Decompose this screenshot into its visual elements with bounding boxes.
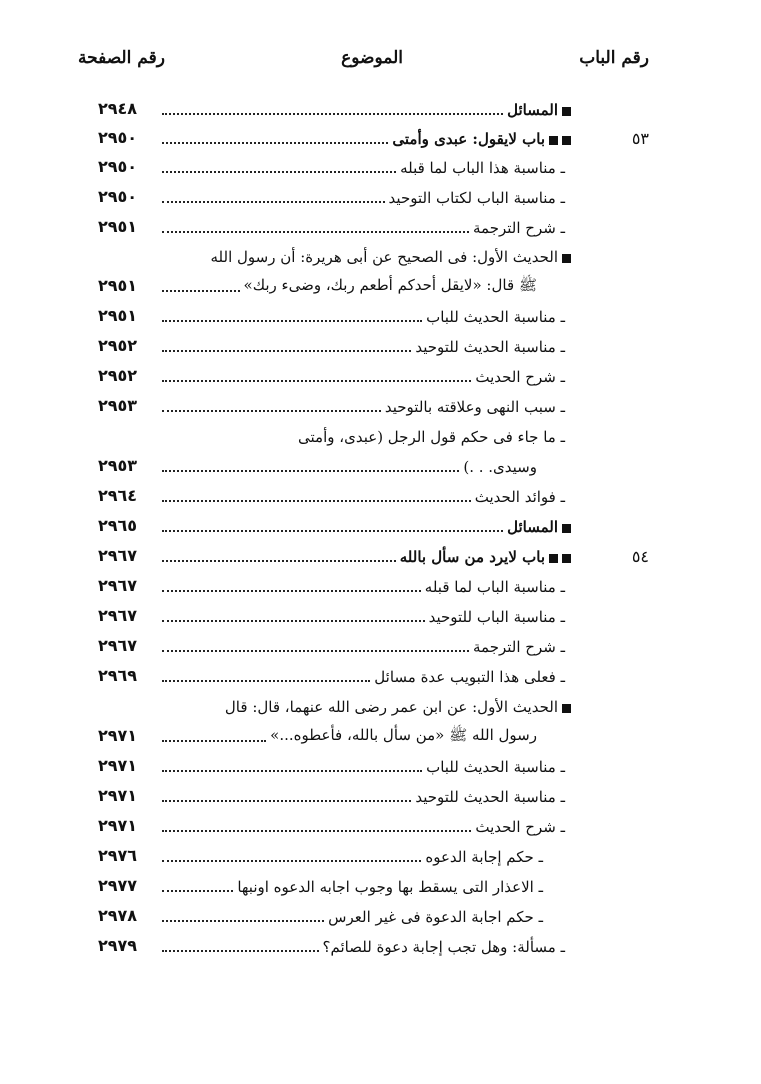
toc-page-number: ٢٩٦٧ [98,546,138,565]
toc-entry: ـ مناسبة الباب للتوحيد [425,608,565,626]
toc-row [0,423,761,451]
square-bullet-icon [562,554,571,563]
toc-page-number: ٢٩٦٧ [98,606,138,625]
toc-page-number: ٢٩٦٤ [98,486,138,505]
toc-page-number: ٢٩٥١ [98,306,138,325]
toc-entry: ـ مناسبة الباب لما قبله [421,578,565,596]
chapter-number: ٥٤ [631,547,649,566]
toc-entry: ـ فعلى هذا التبويب عدة مسائل [370,668,565,686]
toc-entry: رسول الله ﷺ «من سأل بالله، فأعطوه...» [266,726,537,748]
toc-entry: ـ مناسبة الحديث للتوحيد [411,338,565,356]
toc-row [0,483,761,511]
chapter-number: ٥٣ [631,129,649,148]
toc-page-number: ٢٩٥٢ [98,336,138,355]
toc-entry: باب لايرد من سأل بالله [396,548,571,566]
toc-row-hadith [0,243,761,271]
toc-entry: ـ مناسبة الحديث للباب [422,308,565,326]
square-bullet-icon [562,107,571,116]
toc-entry: ـ مسألة: وهل تجب إجابة دعوة للصائم؟ [319,938,565,956]
toc-row [0,573,761,601]
square-bullet-icon [549,136,558,145]
square-bullet-icon [549,554,558,563]
toc-page-number: ٢٩٧١ [98,756,138,775]
toc-row [0,214,761,242]
toc-row [0,303,761,331]
toc-entry: ـ شرح الترجمة [469,638,565,656]
toc-row-chapter [0,125,761,153]
toc-entry: ـ فوائد الحديث [471,488,565,506]
toc-row-chapter [0,543,761,571]
toc-entry: ـ شرح الحديث [471,368,565,386]
toc-entry: المسائل [503,101,571,119]
toc-row [0,813,761,841]
toc-row [0,363,761,391]
header-page-number: رقم الصفحة [78,48,165,68]
toc-entry: باب لايقول: عبدى وأمتى [388,130,571,148]
toc-page-number: ٢٩٧١ [98,726,138,745]
toc-page-number: ٢٩٥٠ [98,128,138,147]
toc-entry: المسائل [503,518,571,536]
toc-row [0,96,761,124]
toc-page-number: ٢٩٥١ [98,276,138,295]
toc-page-number: ٢٩٧١ [98,816,138,835]
toc-entry: ـ مناسبة الباب لكتاب التوحيد [385,189,565,207]
header-chapter-number: رقم الباب [579,48,649,68]
square-bullet-icon [562,136,571,145]
toc-page-number: ٢٩٥٠ [98,187,138,206]
toc-row [0,903,761,931]
toc-entry: ـ شرح الحديث [471,818,565,836]
toc-row [0,783,761,811]
toc-row [0,154,761,182]
toc-row-hadith [0,693,761,721]
toc-row [0,843,761,871]
toc-row-continuation [0,723,761,751]
toc-entry: ـ الاعذار التى يسقط بها وجوب اجابه الدعوه اونبها [233,878,543,896]
toc-entry: ـ مناسبة الحديث للتوحيد [411,788,565,806]
toc-row [0,933,761,961]
toc-entry: ﷺ قال: «لايقل أحدكم أطعم ربك، وضىء ربك» [240,276,537,298]
toc-page-number: ٢٩٥٠ [98,157,138,176]
toc-row-continuation [0,453,761,481]
toc-page-number: ٢٩٥٣ [98,396,138,415]
toc-page-number: ٢٩٧١ [98,786,138,805]
toc-page-number: ٢٩٧٧ [98,876,138,895]
toc-page-number: ٢٩٦٧ [98,636,138,655]
toc-entry: ـ مناسبة هذا الباب لما قبله [396,159,565,177]
toc-page-number: ٢٩٦٩ [98,666,138,685]
toc-entry: ـ مناسبة الحديث للباب [422,758,565,776]
toc-entry: ـ ما جاء فى حكم قول الرجل (عبدى، وأمتى [294,428,565,446]
toc-page-number: ٢٩٥٢ [98,366,138,385]
toc-entry: ـ حكم اجابة الدعوة فى غير العرس [324,908,543,926]
toc-entry: ـ شرح الترجمة [469,219,565,237]
toc-row [0,333,761,361]
toc-row [0,753,761,781]
header-topic: الموضوع [341,48,403,68]
toc-page-number: ٢٩٧٦ [98,846,138,865]
toc-entry: ـ حكم إجابة الدعوه [421,848,543,866]
toc-entry: الحديث الأول: عن ابن عمر رضى الله عنهما، قال: قال [221,698,571,716]
toc-row [0,633,761,661]
toc-row [0,663,761,691]
toc-page-number: ٢٩٥٣ [98,456,138,475]
toc-page-number: ٢٩٧٨ [98,906,138,925]
toc-row-continuation [0,273,761,301]
toc-row [0,513,761,541]
square-bullet-icon [562,704,571,713]
toc-page-number: ٢٩٤٨ [98,99,138,118]
toc-entry: وسيدى. . .) [459,458,537,476]
square-bullet-icon [562,524,571,533]
toc-page-number: ٢٩٦٧ [98,576,138,595]
toc-page-number: ٢٩٦٥ [98,516,138,535]
toc-page-number: ٢٩٧٩ [98,936,138,955]
toc-row [0,393,761,421]
toc-entry: ـ سبب النهى وعلاقته بالتوحيد [381,398,565,416]
square-bullet-icon [562,254,571,263]
toc-row [0,873,761,901]
toc-entry: الحديث الأول: فى الصحيح عن أبى هريرة: أن رسول الله [207,248,572,266]
toc-row [0,603,761,631]
toc-row [0,184,761,212]
toc-page-number: ٢٩٥١ [98,217,138,236]
